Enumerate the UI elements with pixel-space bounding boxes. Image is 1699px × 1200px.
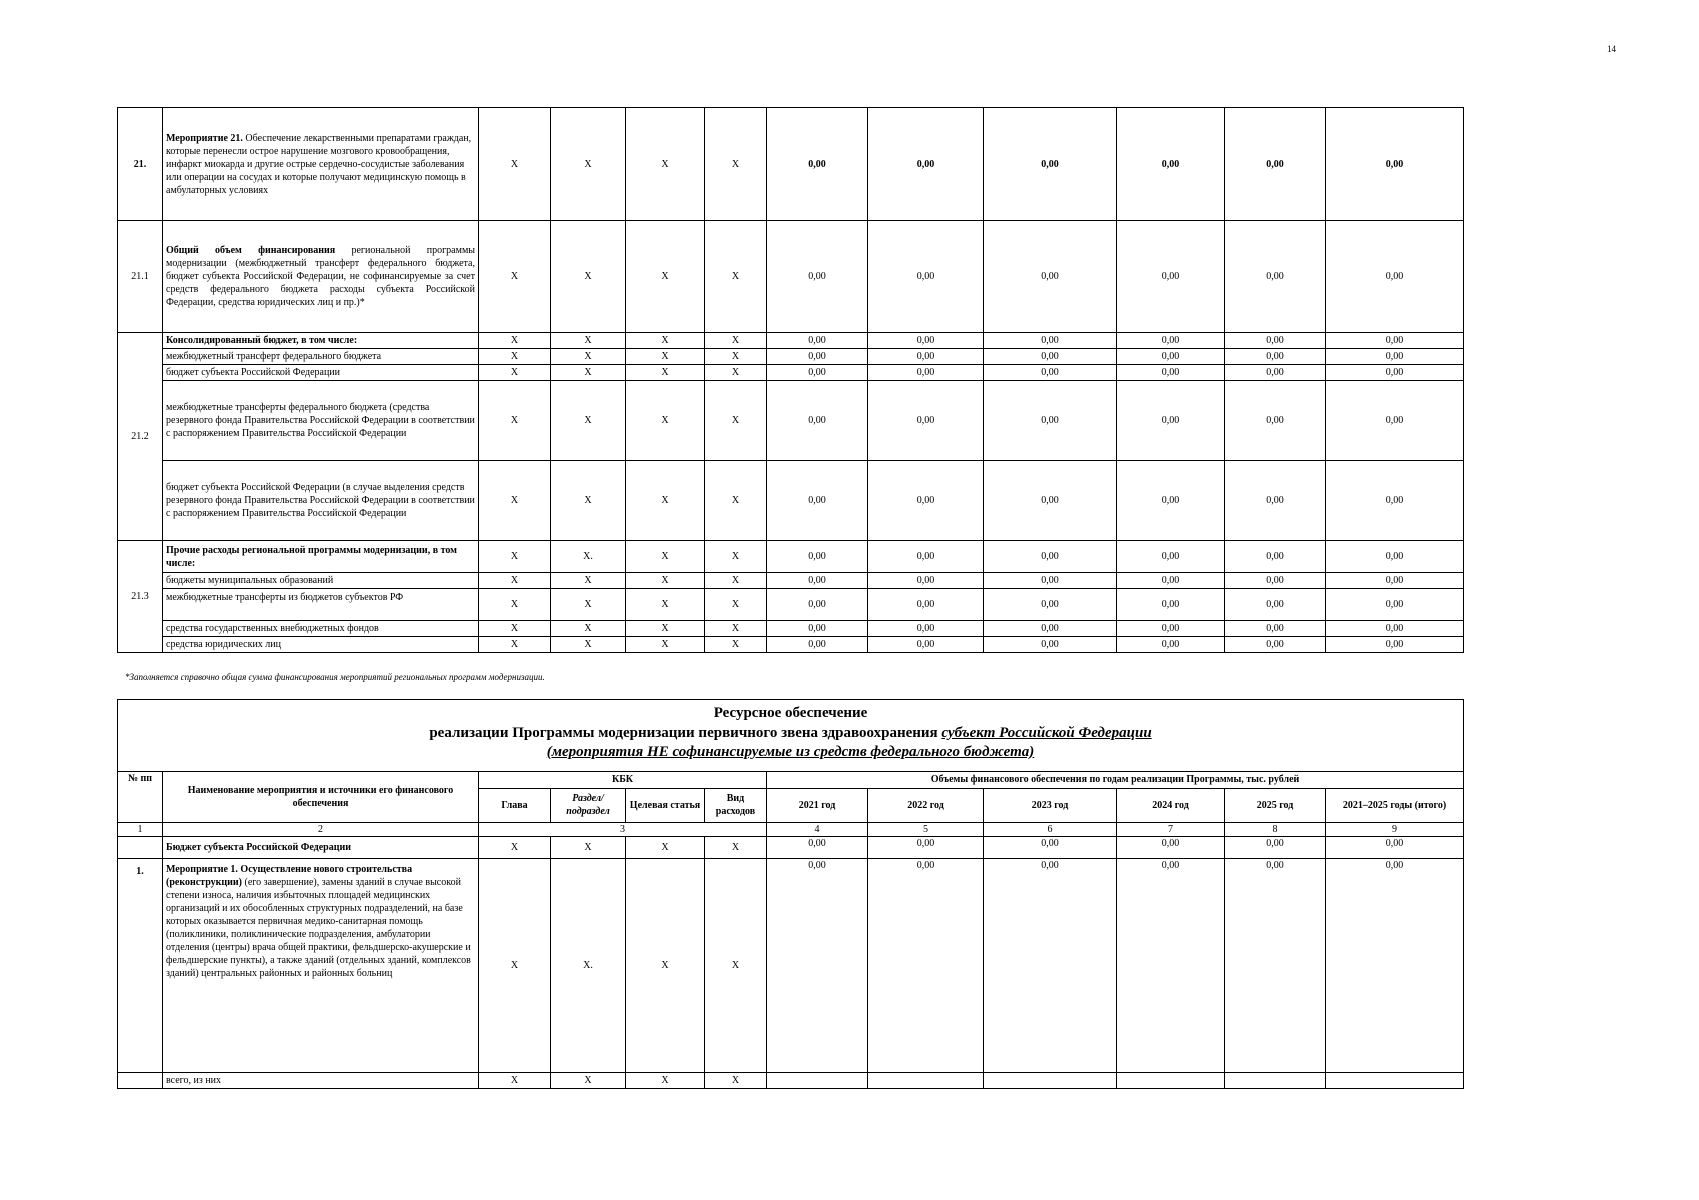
kbk-glava: X [479,365,551,381]
table-title [118,700,1464,772]
kbk-statya: X [626,858,705,1072]
source-name: межбюджетные трансферты из бюджетов субъектов РФ [163,589,479,621]
kbk-glava: X [479,836,551,858]
index-row [118,822,1464,836]
value-2025: 0,00 [1225,349,1326,365]
kbk-razdel: X [551,1072,626,1088]
kbk-razdel: X [551,381,626,461]
title-subject: субъект Российской Федерации [941,724,1152,741]
kbk-glava: X [479,108,551,221]
value-2022: 0,00 [868,621,984,637]
value-2025: 0,00 [1225,461,1326,541]
table-row [118,589,1464,621]
kbk-vid: X [705,621,767,637]
value-2023: 0,00 [984,621,1117,637]
value-total: 0,00 [1326,589,1464,621]
header-name: Наименование мероприятия и источники его финансового обеспечения [163,771,479,822]
kbk-statya: X [626,221,705,333]
value-2024: 0,00 [1117,108,1225,221]
source-name: средства государственных внебюджетных фондов [163,621,479,637]
value-total [1326,1072,1464,1088]
index-cell: 5 [868,822,984,836]
header-2024: 2024 год [1117,788,1225,822]
value-2024: 0,00 [1117,589,1225,621]
table-row [118,858,1464,1072]
source-name: средства юридических лиц [163,637,479,653]
kbk-statya: X [626,836,705,858]
value-2021: 0,00 [767,573,868,589]
kbk-razdel: X [551,621,626,637]
kbk-razdel: X [551,637,626,653]
kbk-vid: X [705,349,767,365]
table-row [118,333,1464,349]
value-total: 0,00 [1326,621,1464,637]
value-2021: 0,00 [767,333,868,349]
value-2021: 0,00 [767,349,868,365]
table-row [118,108,1464,221]
value-2021: 0,00 [767,381,868,461]
kbk-statya: X [626,1072,705,1088]
kbk-glava: X [479,461,551,541]
value-total: 0,00 [1326,108,1464,221]
kbk-vid: X [705,381,767,461]
row-number: 21. [118,108,163,221]
value-2025: 0,00 [1225,573,1326,589]
value-2024: 0,00 [1117,221,1225,333]
kbk-statya: X [626,637,705,653]
table-row [118,836,1464,858]
kbk-statya: X [626,349,705,365]
value-total: 0,00 [1326,365,1464,381]
table-row [118,365,1464,381]
kbk-statya: X [626,108,705,221]
kbk-vid: X [705,221,767,333]
kbk-statya: X [626,333,705,349]
kbk-razdel: X [551,365,626,381]
continuation-table [117,107,1464,653]
source-name: межбюджетные трансферты федерального бюджета (средства резервного фонда Правительства Российской Федерации в соответствии с распоряжением Правительства Российской Федерации [163,381,479,461]
value-2025: 0,00 [1225,589,1326,621]
index-cell: 8 [1225,822,1326,836]
kbk-statya: X [626,589,705,621]
table-title-row [118,700,1464,772]
title-line-1: Ресурсное обеспечение [713,705,868,721]
index-cell: 6 [984,822,1117,836]
kbk-glava: X [479,637,551,653]
header-2021: 2021 год [767,788,868,822]
value-2024: 0,00 [1117,333,1225,349]
resource-table [117,699,1464,1089]
kbk-vid: X [705,836,767,858]
value-2021: 0,00 [767,589,868,621]
kbk-glava: X [479,221,551,333]
value-total: 0,00 [1326,637,1464,653]
value-2025: 0,00 [1225,858,1326,1072]
header-kbk: КБК [479,771,767,788]
row-number: 21.2 [118,333,163,541]
kbk-razdel: X [551,333,626,349]
value-2025: 0,00 [1225,333,1326,349]
empty-cell [118,1072,163,1088]
value-2024 [1117,1072,1225,1088]
source-name: бюджеты муниципальных образований [163,573,479,589]
value-2022: 0,00 [868,836,984,858]
measure-name [163,108,479,221]
value-2024: 0,00 [1117,365,1225,381]
kbk-vid: X [705,108,767,221]
table-row [118,381,1464,461]
title-line-2 [118,724,1463,744]
kbk-glava: X [479,589,551,621]
value-2025: 0,00 [1225,541,1326,573]
source-name: бюджет субъекта Российской Федерации [163,365,479,381]
header-2023: 2023 год [984,788,1117,822]
value-2021 [767,1072,868,1088]
table-row [118,1072,1464,1088]
index-cell: 4 [767,822,868,836]
kbk-glava: X [479,541,551,573]
table-row [118,541,1464,573]
value-2022: 0,00 [868,365,984,381]
kbk-statya: X [626,365,705,381]
value-2025: 0,00 [1225,637,1326,653]
value-total: 0,00 [1326,541,1464,573]
measure-title: Мероприятие 21. [166,132,243,144]
value-total: 0,00 [1326,333,1464,349]
kbk-statya: X [626,541,705,573]
kbk-vid: X [705,541,767,573]
value-total: 0,00 [1326,858,1464,1072]
measure-title: Мероприятие 1. Осуществление нового строительства (реконструкции) [166,863,413,888]
value-2024: 0,00 [1117,573,1225,589]
source-name: Консолидированный бюджет, в том числе: [163,333,479,349]
value-total: 0,00 [1326,461,1464,541]
source-name: межбюджетный трансферт федерального бюджета [163,349,479,365]
value-2023: 0,00 [984,858,1117,1072]
index-cell: 2 [163,822,479,836]
kbk-vid: X [705,365,767,381]
value-2022: 0,00 [868,349,984,365]
header-razdel: Раздел/ подраздел [551,788,626,822]
kbk-glava: X [479,381,551,461]
table-row [118,221,1464,333]
value-2021: 0,00 [767,836,868,858]
kbk-vid: X [705,858,767,1072]
title-line-3: (мероприятия НЕ софинансируемые из средств федерального бюджета) [546,744,1035,760]
row-number: 21.1 [118,221,163,333]
kbk-razdel: X [551,221,626,333]
value-2025: 0,00 [1225,365,1326,381]
value-total: 0,00 [1326,349,1464,365]
measure-name [163,221,479,333]
kbk-razdel: X [551,461,626,541]
kbk-statya: X [626,621,705,637]
value-2021: 0,00 [767,621,868,637]
kbk-glava: X [479,333,551,349]
value-2023: 0,00 [984,589,1117,621]
index-cell: 7 [1117,822,1225,836]
index-cell: 3 [479,822,767,836]
header-2025: 2025 год [1225,788,1326,822]
value-2022: 0,00 [868,541,984,573]
value-2024: 0,00 [1117,836,1225,858]
kbk-razdel: X [551,108,626,221]
kbk-glava: X [479,621,551,637]
value-2021: 0,00 [767,541,868,573]
value-2022: 0,00 [868,589,984,621]
value-2024: 0,00 [1117,349,1225,365]
page-number: 14 [1607,44,1616,54]
kbk-vid: X [705,589,767,621]
kbk-vid: X [705,333,767,349]
measure-description: региональной программы модернизации (межбюджетный трансферт федерального бюджета, бюджет субъекта Российской Федерации, не софинансируемые за счет средств федерального бюджета расходы субъекта Российской Федерации, средства юридических лиц и пр.)* [166,245,475,308]
value-2024: 0,00 [1117,381,1225,461]
measure-name [163,858,479,1072]
header-vid: Вид расходов [705,788,767,822]
value-2024: 0,00 [1117,461,1225,541]
value-2023: 0,00 [984,461,1117,541]
value-2022: 0,00 [868,461,984,541]
kbk-razdel: X [551,573,626,589]
value-2022 [868,1072,984,1088]
value-2022: 0,00 [868,333,984,349]
kbk-glava: X [479,349,551,365]
value-2025: 0,00 [1225,381,1326,461]
measure-title: Общий объем финансирования [166,245,336,256]
empty-cell [118,836,163,858]
kbk-razdel: X. [551,541,626,573]
value-total: 0,00 [1326,381,1464,461]
table-row [118,637,1464,653]
kbk-vid: X [705,573,767,589]
value-2025: 0,00 [1225,221,1326,333]
source-name: бюджет субъекта Российской Федерации (в случае выделения средств резервного фонда Правительства Российской Федерации в соответствии с распоряжением Правительства Российской Федерации [163,461,479,541]
value-2021: 0,00 [767,108,868,221]
footnote: *Заполняется справочно общая сумма финансирования мероприятий региональных программ модернизации. [125,672,545,682]
value-2025: 0,00 [1225,621,1326,637]
value-2023: 0,00 [984,541,1117,573]
kbk-razdel: X [551,589,626,621]
value-2021: 0,00 [767,858,868,1072]
value-2023: 0,00 [984,365,1117,381]
value-2023 [984,1072,1117,1088]
table-row [118,621,1464,637]
value-2023: 0,00 [984,108,1117,221]
kbk-glava: X [479,1072,551,1088]
value-2023: 0,00 [984,333,1117,349]
header-num: № пп [118,771,163,822]
value-2022: 0,00 [868,637,984,653]
value-2025 [1225,1072,1326,1088]
value-2024: 0,00 [1117,621,1225,637]
kbk-razdel: X [551,349,626,365]
value-2023: 0,00 [984,221,1117,333]
header-total: 2021–2025 годы (итого) [1326,788,1464,822]
value-2021: 0,00 [767,637,868,653]
value-2023: 0,00 [984,349,1117,365]
header-glava: Глава [479,788,551,822]
header-2022: 2022 год [868,788,984,822]
kbk-glava: X [479,573,551,589]
kbk-razdel: X. [551,858,626,1072]
kbk-glava: X [479,858,551,1072]
index-cell: 9 [1326,822,1464,836]
value-2023: 0,00 [984,836,1117,858]
value-2021: 0,00 [767,221,868,333]
table-row [118,573,1464,589]
measure-description: (его завершение), замены зданий в случае высокой степени износа, наличия избыточных площадей медицинских организаций и их обособленных структурных подразделений, на базе которых оказывается первичная медико-санитарная помощь (поликлиники, поликлинические подразделения, амбулатории отделения (центры) врача общей практики, фельдшерско-акушерские и фельдшерские пункты), а также зданий (отдельных зданий, комплексов зданий) центральных районных и районных больниц [166,876,471,979]
value-2025: 0,00 [1225,108,1326,221]
value-2023: 0,00 [984,573,1117,589]
value-total: 0,00 [1326,573,1464,589]
table-row [118,349,1464,365]
index-cell: 1 [118,822,163,836]
row-number: 21.3 [118,541,163,653]
value-total: 0,00 [1326,221,1464,333]
value-2023: 0,00 [984,637,1117,653]
value-2023: 0,00 [984,381,1117,461]
value-2022: 0,00 [868,221,984,333]
header-row [118,771,1464,788]
kbk-vid: X [705,461,767,541]
kbk-statya: X [626,573,705,589]
value-2025: 0,00 [1225,836,1326,858]
value-total: 0,00 [1326,836,1464,858]
value-2022: 0,00 [868,108,984,221]
value-2022: 0,00 [868,381,984,461]
kbk-vid: X [705,1072,767,1088]
source-name: Бюджет субъекта Российской Федерации [163,836,479,858]
source-name: Прочие расходы региональной программы модернизации, в том числе: [163,541,479,573]
value-2022: 0,00 [868,573,984,589]
value-2022: 0,00 [868,858,984,1072]
value-2024: 0,00 [1117,858,1225,1072]
header-statya: Целевая статья [626,788,705,822]
kbk-vid: X [705,637,767,653]
title-line-2-text: реализации Программы модернизации первичного звена здравоохранения [429,724,942,741]
row-number: 1. [118,858,163,1072]
header-volumes: Объемы финансового обеспечения по годам реализации Программы, тыс. рублей [767,771,1464,788]
measure-description: Обеспечение лекарственными препаратами граждан, которые перенесли острое нарушение мозгового кровообращения, инфаркт миокарда и другие острые сердечно-сосудистые заболевания или операции на сосудах и которые получают медицинскую помощь в амбулаторных условиях [166,132,472,196]
kbk-razdel: X [551,836,626,858]
value-2021: 0,00 [767,461,868,541]
kbk-statya: X [626,381,705,461]
value-2024: 0,00 [1117,541,1225,573]
value-2024: 0,00 [1117,637,1225,653]
table-row [118,461,1464,541]
value-2021: 0,00 [767,365,868,381]
source-name: всего, из них [163,1072,479,1088]
kbk-statya: X [626,461,705,541]
